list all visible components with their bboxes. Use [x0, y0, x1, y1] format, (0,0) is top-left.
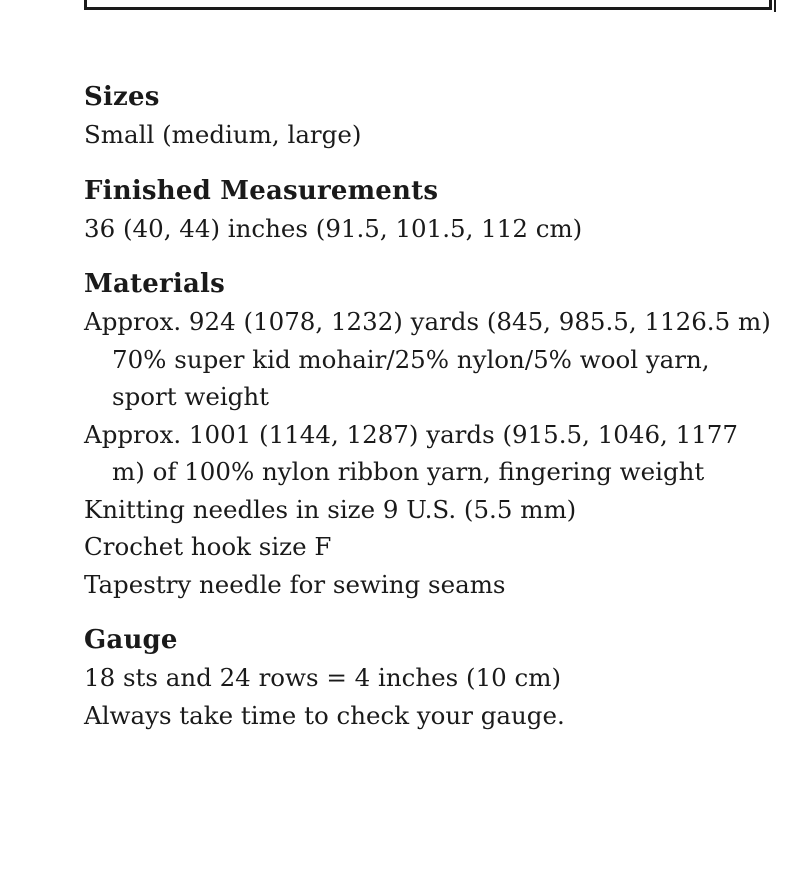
top-frame-border — [84, 0, 772, 10]
measurements-section — [84, 172, 774, 248]
measurements-text: 36 (40, 44) inches (91.5, 101.5, 112 cm) — [84, 213, 583, 243]
materials-section — [84, 265, 774, 603]
gauge-heading: Gauge — [84, 625, 178, 655]
gauge-section — [84, 621, 774, 734]
gauge-line: Always take time to check your gauge. — [84, 700, 565, 730]
materials-item: Knitting needles in size 9 U.S. (5.5 mm) — [84, 494, 577, 524]
materials-item: Tapestry needle for sewing seams — [84, 569, 506, 599]
gauge-line: 18 sts and 24 rows = 4 inches (10 cm) — [84, 663, 562, 692]
materials-item: Crochet hook size F — [84, 532, 332, 561]
sizes-heading: Sizes — [84, 82, 160, 112]
measurements-heading: Finished Measurements — [84, 175, 439, 206]
sizes-section — [84, 78, 774, 154]
materials-heading: Materials — [84, 269, 225, 299]
materials-item: Approx. 1001 (1144, 1287) yards (915.5, 1046, 1177 m) of 100% nylon ribbon yarn, fingering weight — [84, 419, 738, 486]
pattern-info — [84, 78, 774, 752]
sizes-text: Small (medium, large) — [84, 120, 362, 149]
materials-item: Approx. 924 (1078, 1232) yards (845, 985.5, 1126.5 m) 70% super kid mohair/25% nylon/5% wool yarn, sport weight — [84, 307, 771, 411]
